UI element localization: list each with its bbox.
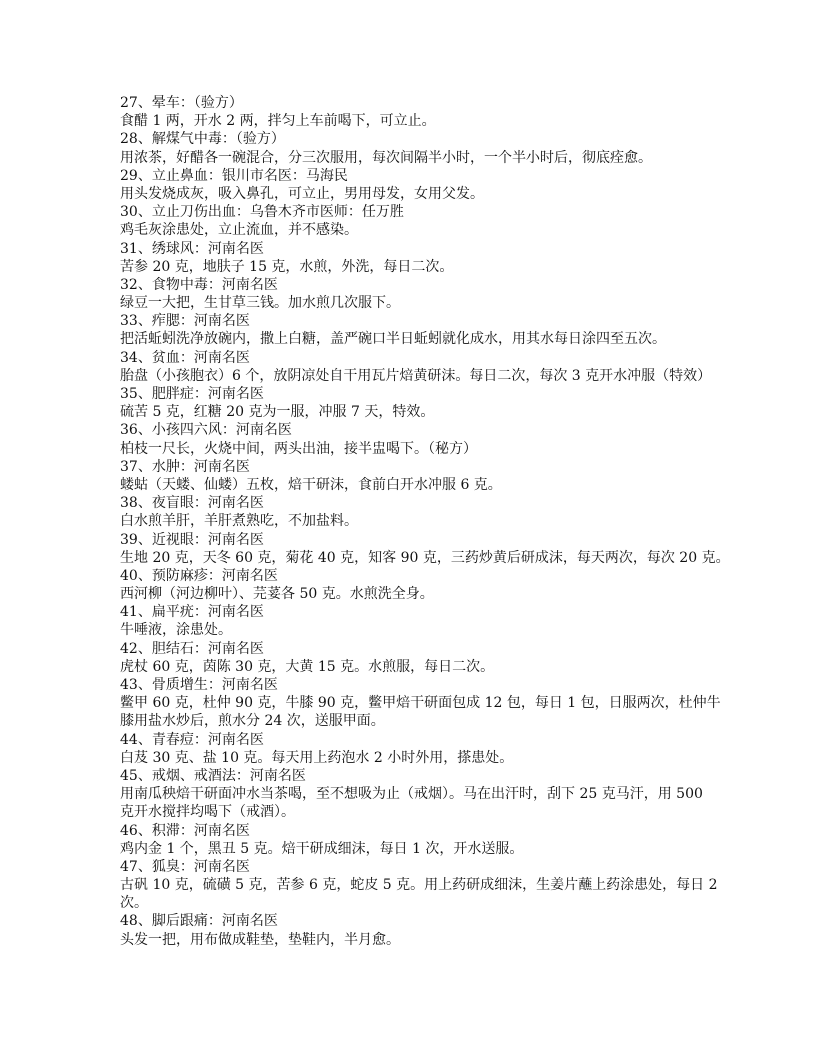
remedy-entry — [120, 240, 710, 276]
remedy-text: 白水煎羊肝，羊肝煮熟吃，不加盐料。 — [120, 513, 358, 530]
remedy-text: 用头发烧成灰，吸入鼻孔，可立止，男用母发，女用父发。 — [120, 185, 484, 202]
remedy-entry — [120, 312, 710, 348]
remedy-title: 30、立止刀伤出血：乌鲁木齐市医师：任万胜 — [120, 204, 404, 221]
remedy-title: 47、狐臭：河南名医 — [120, 858, 250, 875]
remedy-text: 鸡内金 1 个，黑丑 5 克。焙干研成细沫，每日 1 次，开水送服。 — [120, 840, 524, 857]
remedy-text: 把活蚯蚓洗净放碗内，撒上白糖，盖严碗口半日蚯蚓就化成水，用其水每日涂四至五次。 — [120, 331, 666, 348]
remedy-text: 生地 20 克，天冬 60 克，菊花 40 克，知客 90 克，三药炒黄后研成沫，每天两次，每次 20 克。 — [120, 549, 730, 566]
remedy-title: 48、脚后跟痛：河南名医 — [120, 913, 278, 930]
remedy-text: 古矾 10 克，硫磺 5 克，苦参 6 克，蛇皮 5 克。用上药研成细沫，生姜片蘸上药涂患处，每日 2 — [120, 877, 718, 894]
remedy-text: 用浓茶，好醋各一碗混合，分三次服用，每次间隔半小时，一个半小时后，彻底痊愈。 — [120, 149, 652, 166]
remedy-entry — [120, 385, 710, 421]
remedy-text: 鸡毛灰涂患处，立止流血，并不感染。 — [120, 222, 358, 239]
remedy-text: 绿豆一大把，生甘草三钱。加水煎几次服下。 — [120, 295, 400, 312]
remedy-text: 用南瓜秧焙干研面冲水当茶喝，至不想吸为止（戒烟）。马在出汗时，刮下 25 克马汗，用 500 — [120, 786, 703, 803]
remedy-title: 46、积滞：河南名医 — [120, 822, 250, 839]
remedy-text: 柏枝一尺长，火烧中间，两头出油，接半盅喝下。（秘方） — [120, 440, 477, 457]
remedy-entry — [120, 567, 710, 603]
remedy-text: 鳖甲 60 克，杜仲 90 克，牛膝 90 克，鳖甲焙干研面包成 12 包，每日 1 包，日服两次，杜仲牛 — [120, 695, 721, 712]
remedy-title: 35、肥胖症：河南名医 — [120, 386, 264, 402]
remedy-entry — [120, 349, 710, 385]
remedy-title: 29、立止鼻血：银川市名医：马海民 — [120, 167, 348, 184]
remedy-text: 克开水搅拌均喝下（戒酒）。 — [120, 804, 295, 821]
remedy-entry — [120, 640, 710, 676]
remedy-entry — [120, 603, 710, 639]
remedy-title: 27、晕车：（验方） — [120, 95, 243, 111]
remedy-title: 31、绣球风：河南名医 — [120, 240, 264, 257]
remedy-entry — [120, 421, 710, 457]
remedy-entry — [120, 767, 710, 822]
remedy-title: 32、食物中毒：河南名医 — [120, 276, 278, 293]
remedy-text: 膝用盐水炒后，煎水分 24 次，送服甲面。 — [120, 713, 385, 730]
remedy-title: 43、骨质增生：河南名医 — [120, 677, 278, 693]
remedy-title: 44、青春痘：河南名医 — [120, 731, 264, 748]
remedy-entry — [120, 531, 730, 567]
remedy-entry — [120, 130, 710, 166]
remedy-text: 白芨 30 克、盐 10 克。每天用上药泡水 2 小时外用，搽患处。 — [120, 749, 514, 766]
remedy-title: 41、扁平疣：河南名医 — [120, 604, 264, 621]
remedy-text: 头发一把，用布做成鞋垫，垫鞋内，半月愈。 — [120, 931, 400, 948]
remedy-text: 次。 — [120, 895, 148, 912]
remedy-entry — [120, 731, 710, 767]
remedy-text: 牛唾液，涂患处。 — [120, 622, 232, 639]
remedy-entry — [120, 822, 710, 858]
remedy-title: 45、戒烟、戒酒法：河南名医 — [120, 767, 306, 784]
remedy-text: 虎杖 60 克，茵陈 30 克，大黄 15 克。水煎服，每日二次。 — [120, 658, 495, 675]
remedy-entry — [120, 94, 710, 130]
document-body — [120, 94, 730, 949]
remedy-text: 胎盘（小孩胞衣）6 个，放阴凉处自干用瓦片焙黄研沫。每日二次，每次 3 克开水冲服（特效） — [120, 367, 712, 384]
remedy-entry — [120, 276, 710, 312]
remedy-text: 西河柳（河边柳叶）、芫荽各 50 克。水煎洗全身。 — [120, 586, 434, 603]
remedy-title: 40、预防麻疹：河南名医 — [120, 567, 278, 584]
remedy-entry — [120, 458, 710, 494]
remedy-entry — [120, 203, 710, 239]
remedy-title: 34、贫血：河南名医 — [120, 349, 250, 366]
remedy-entry — [120, 858, 718, 913]
remedy-title: 39、近视眼：河南名医 — [120, 531, 264, 548]
remedy-title: 33、痄腮：河南名医 — [120, 313, 250, 330]
remedy-text: 蝼蛄（天蝼、仙蝼）五枚，焙干研沫，食前白开水冲服 6 克。 — [120, 476, 502, 493]
remedy-title: 36、小孩四六风：河南名医 — [120, 422, 292, 439]
remedy-title: 42、胆结石：河南名医 — [120, 640, 264, 657]
remedy-entry — [120, 912, 710, 948]
remedy-entry — [120, 167, 710, 203]
remedy-text: 食醋 1 两，开水 2 两，拌匀上车前喝下，可立止。 — [120, 113, 436, 130]
remedy-title: 28、解煤气中毒：（验方） — [120, 131, 285, 148]
remedy-title: 37、水肿：河南名医 — [120, 458, 250, 475]
remedy-text: 硫苦 5 克，红糖 20 克为一服，冲服 7 天，特效。 — [120, 404, 435, 421]
remedy-entry — [120, 676, 721, 731]
remedy-entry — [120, 494, 710, 530]
remedy-text: 苦参 20 克，地肤子 15 克，水煎，外洗，每日二次。 — [120, 258, 454, 275]
remedy-title: 38、夜盲眼：河南名医 — [120, 495, 264, 512]
